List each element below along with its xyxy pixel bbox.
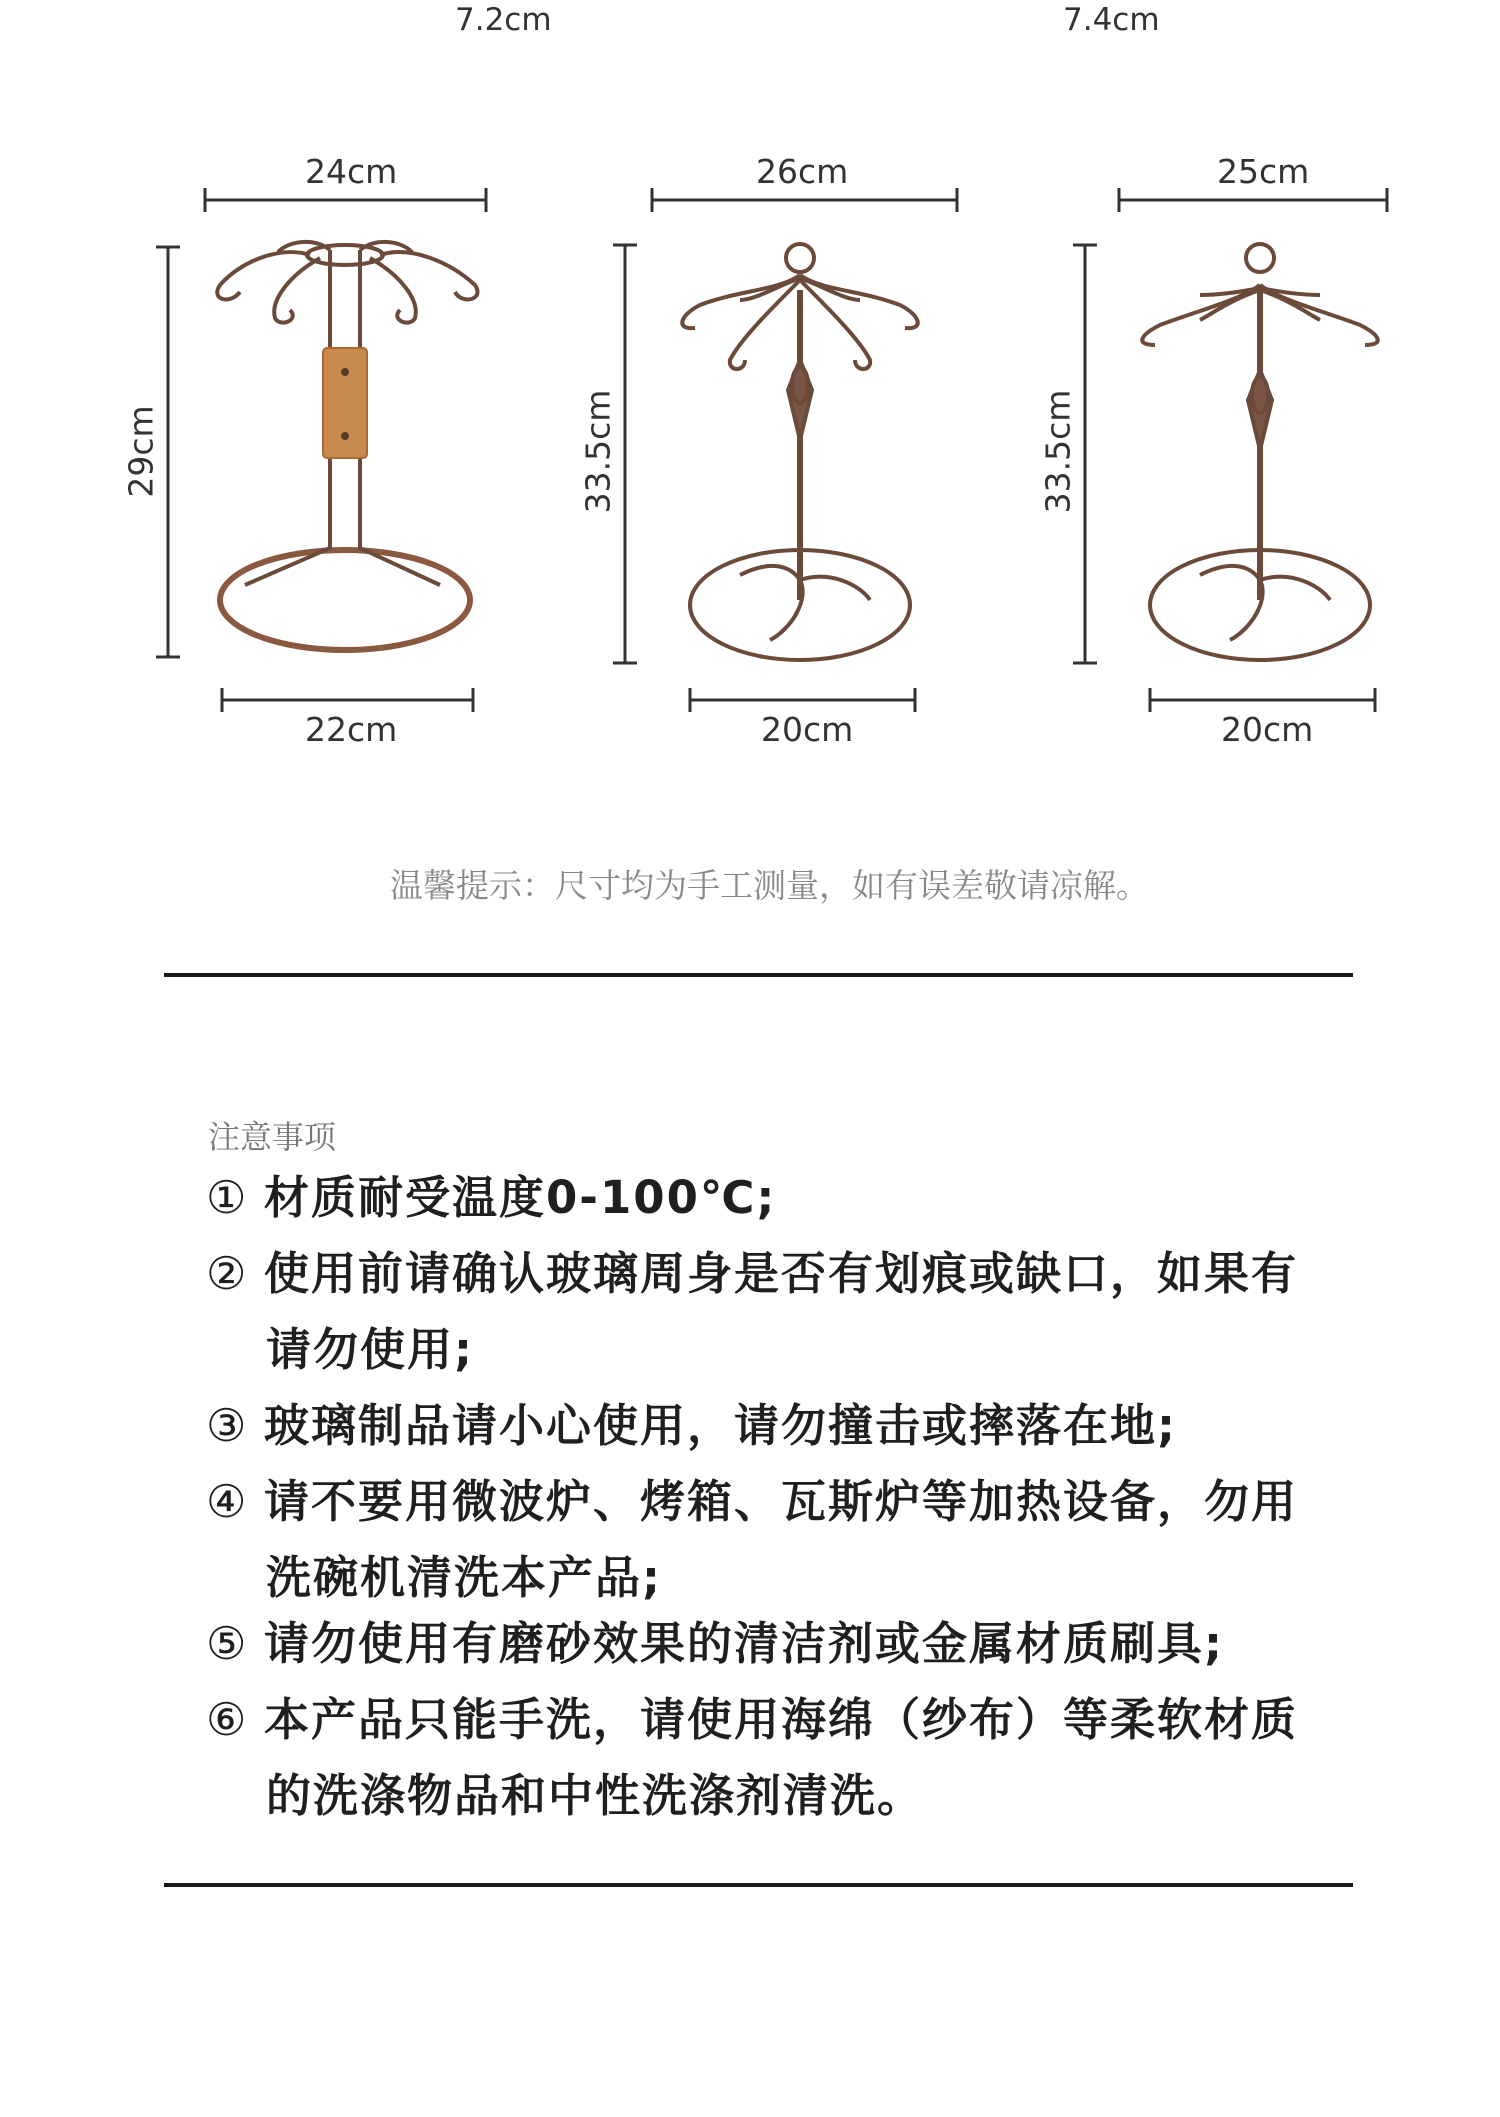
precaution-number: ⑥ [206,1693,249,1746]
rack-2-ornate [682,244,917,660]
rack-2-height: 33.5cm [578,389,618,514]
precaution-item-2 [206,1236,1298,1388]
precaution-text-cont: 的洗涤物品和中性洗涤剂清洗。 [266,1769,925,1822]
precaution-text: 玻璃制品请小心使用，请勿撞击或摔落在地; [264,1399,1177,1452]
precaution-text: 请不要用微波炉、烤箱、瓦斯炉等加热设备，勿用 [264,1475,1299,1528]
precaution-item-5 [206,1606,1224,1682]
rack-1-top-width: 24cm [305,152,398,191]
precaution-item-6 [206,1682,1298,1834]
rack-2-base-width: 20cm [761,710,854,749]
precautions-title: 注意事项 [208,1118,337,1156]
precaution-text: 请勿使用有磨砂效果的清洁剂或金属材质刷具; [264,1617,1224,1670]
top-size-label-2: 7.4cm [1063,2,1160,38]
precaution-text-cont: 洗碗机清洗本产品; [266,1551,662,1604]
bottom-divider [164,1883,1353,1887]
measurement-note: 温馨提示：尺寸均为手工测量，如有误差敬请凉解。 [390,866,1149,905]
precaution-text-cont: 请勿使用; [266,1323,474,1376]
precaution-number: ① [206,1171,249,1224]
rack-2-top-width: 26cm [756,152,849,191]
precaution-item-3 [206,1388,1177,1464]
rack-3-base-width: 20cm [1221,710,1314,749]
wood-handle [323,348,367,458]
rack-3-height: 33.5cm [1038,389,1078,514]
precaution-item-4 [206,1464,1298,1616]
precaution-number: ② [206,1247,249,1300]
precaution-text: 材质耐受温度0-100℃; [264,1171,777,1224]
precaution-number: ⑤ [206,1617,249,1670]
precaution-text: 本产品只能手洗，请使用海绵（纱布）等柔软材质 [264,1693,1299,1746]
top-divider [164,973,1353,977]
rack-1-wood-handle [217,242,477,650]
precaution-number: ③ [206,1399,249,1452]
precaution-item-1 [206,1160,776,1236]
top-size-label-1: 7.2cm [455,2,552,38]
rack-1-base-width: 22cm [305,710,398,749]
precaution-number: ④ [206,1475,249,1528]
rack-dimension-illustration [0,0,1500,800]
precaution-text: 使用前请确认玻璃周身是否有划痕或缺口，如果有 [264,1247,1299,1300]
rack-3-ornate [1142,244,1377,660]
rack-1-height: 29cm [121,405,161,498]
rack-3-top-width: 25cm [1217,152,1310,191]
